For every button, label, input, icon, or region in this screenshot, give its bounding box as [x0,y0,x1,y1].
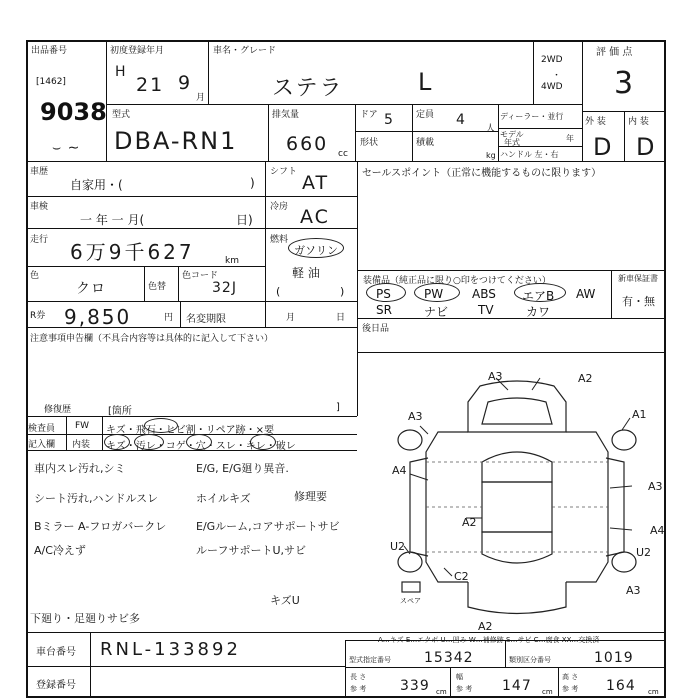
shift-label: シフト [270,167,298,177]
divider [144,266,145,301]
divider [357,270,666,271]
drive-2wd: 2WD [541,55,563,65]
equip-leather: カワ [526,305,551,319]
inspector-label: 検査員 [28,424,56,434]
fuel-paren-right: ) [340,285,345,298]
shape-label: 形状 [360,138,379,148]
check-circle [134,434,164,450]
note-line: A/C冷えず [34,544,86,557]
load-label: 積載 [416,138,435,148]
damage-mark: A4 [650,524,665,537]
interior-label: 内 装 [628,117,649,127]
height-unit: cm [648,688,659,696]
drive-dot: ・ [552,71,562,81]
displacement-unit: cc [338,149,348,159]
damage-mark: A3 [408,410,423,423]
divider [265,161,266,327]
name-change-day: 日 [336,313,346,323]
divider [611,270,612,318]
model-year-label: モデル [500,130,524,139]
dealer-label: ディーラー・並行 [500,112,564,121]
car-name-label: 車名・グレード [213,46,277,56]
capacity-value: 4 [456,112,466,128]
registration-era: H [115,64,127,80]
height-label: 高 さ [562,673,579,681]
shift-value: AT [302,172,330,194]
fuel-gasoline: ガソリン [294,244,338,257]
divider [180,301,181,327]
price-label: R券 [30,311,46,321]
mileage-value: 6万9千627 [70,240,195,264]
fuel-diesel: 軽 油 [292,266,320,280]
divider [355,104,356,161]
note-line: キズU [270,594,300,607]
divider [498,104,499,161]
divider [357,352,666,353]
notes-label: 注意事項申告欄（不具合内容等は具体的に記入して下さい） [30,334,274,344]
displacement-value: 660 [286,133,329,155]
height-value: 164 [606,678,636,694]
damage-mark: A1 [632,408,647,421]
divider [26,266,265,267]
damage-legend: A…キズ E…エクボ U…凹み W…補修跡 S…サビ C…腐食 XX…交換済 [378,636,600,644]
divider [355,131,498,132]
check-circle [186,434,212,450]
divider [102,416,103,450]
car-diagram [370,362,666,630]
damage-mark: A2 [478,620,493,633]
equip-pw: PW [424,287,444,301]
divider [106,104,582,105]
color-code-value: 32J [212,280,237,296]
chassis-label: 車台番号 [36,647,76,658]
damage-mark: A2 [578,372,593,385]
note-line: シート汚れ,ハンドルスレ [34,492,159,505]
interior-items: キズ・汚レ・コゲ・穴・スレ・キレ・破レ [106,441,296,452]
divider [178,266,179,301]
divider [26,161,666,162]
equipment-label: 装備品（純正品に限り○印をつけてください） [363,276,551,286]
repair-history-close: ] [336,402,340,413]
equip-sr: SR [376,303,392,317]
car-grade: L [418,68,432,96]
divider [357,318,666,319]
fw-label: FW [75,421,90,431]
usage-value: 自家用・( [70,178,123,192]
chassis-number: RNL-133892 [100,639,241,660]
price-unit: 円 [164,313,174,323]
capacity-label: 定員 [416,110,435,120]
note-line: ホイルキズ [196,492,251,505]
scribble: ⌣ ∼ [52,140,81,156]
divider [412,104,413,161]
name-change-month: 月 [286,313,296,323]
divider [208,41,209,105]
doors-label: ドア [360,110,378,120]
sales-point-label: セールスポイント（正常に機能するものに限ります） [362,168,602,179]
month-unit: 月 [196,93,206,103]
divider [345,640,346,698]
doors-value: 5 [384,112,394,128]
damage-mark: U2 [636,546,652,559]
type-spec-number: 15342 [424,650,474,666]
divider [582,41,583,161]
divider [624,111,625,161]
fuel-label: 燃料 [270,235,289,245]
inspection-label: 車検 [30,202,49,212]
load-unit: kg [486,151,496,160]
model-label: 型式 [112,110,131,120]
spare-label: スペア [400,597,421,605]
drive-4wd: 4WD [541,82,563,92]
damage-mark: A2 [462,516,477,529]
rating-label: 評 価 点 [596,47,633,58]
class-number: 1019 [594,650,634,666]
equip-abs: ABS [472,287,496,301]
class-number-label: 類別区分番号 [509,656,551,664]
price-value: 9,850 [64,305,132,329]
equip-navi: ナビ [424,305,449,319]
lot-number: 9038 [40,98,107,126]
displacement-label: 排気量 [272,110,300,120]
type-spec-label: 型式指定番号 [349,656,391,664]
damage-mark: A4 [392,464,407,477]
registration-label: 初度登録年月 [110,46,165,56]
damage-mark: A3 [626,584,641,597]
length-label: 長 さ [350,673,367,681]
divider [26,416,357,417]
width-label: 幅 [456,673,463,681]
inspection-value: 一 年 一 月( [80,213,145,227]
color-change-label: 色替 [148,282,167,292]
lot-sub-number: [1462] [36,77,66,87]
check-circle [144,418,178,433]
repair-history-label: 修復歴 [44,405,72,415]
height-reference: 参 考 [562,685,579,693]
length-unit: cm [436,688,447,696]
usage-label: 車歴 [30,167,49,177]
damage-mark: A3 [648,480,663,493]
damage-mark: U2 [390,540,406,553]
ac-label: 冷房 [270,202,289,212]
color-label: 色 [30,271,40,281]
later-items-label: 後日品 [362,324,390,334]
registration-number-label: 登録番号 [36,680,76,691]
lot-number-label: 出品番号 [31,46,68,56]
handle-label: ハンドル 左・右 [500,150,559,159]
length-value: 339 [400,678,430,694]
check-circle [104,434,130,450]
width-unit: cm [542,688,553,696]
repair-history-value: [箇所 [108,406,132,417]
model-year-sub-label: 年式 [504,138,520,147]
divider [26,196,357,197]
note-line: 修理要 [294,490,327,503]
equip-ps: PS [376,287,391,301]
divider [533,41,534,105]
damage-mark: A3 [488,370,503,383]
divider [345,667,666,668]
divider [268,104,269,161]
interior-row-label: 内装 [72,440,91,450]
divider [450,667,451,698]
damage-mark: C2 [454,570,469,583]
check-circle [250,434,276,450]
fw-items: キズ・飛石・ヒビ割・リペア跡・×要 [106,425,274,436]
registration-year: 21 [136,74,165,96]
model-code: DBA-RN1 [114,127,238,155]
inspection-day: 日) [236,213,253,227]
divider [90,632,91,698]
rating-value: 3 [614,66,634,101]
inspector-entry-label: 記入欄 [28,440,56,450]
usage-paren: ) [250,176,255,190]
registration-month: 9 [178,72,193,94]
divider [357,161,358,416]
interior-grade: D [636,133,655,161]
divider [26,301,357,302]
mileage-unit: km [225,256,239,266]
divider [26,632,666,633]
note-line: ルーフサポートU,サビ [196,544,306,557]
divider [66,416,67,450]
exterior-label: 外 装 [585,117,606,127]
divider [558,667,559,698]
note-line: Bミラー A-フロガバークレ [34,520,167,533]
color-code-label: 色コード [182,271,219,281]
fuel-paren-left: ( [276,285,281,298]
mileage-label: 走行 [30,235,49,245]
note-line: E/Gルーム,コアサポートサビ [196,520,340,533]
note-line: E/G, E/G廻り異音. [196,462,289,475]
note-line: 車内スレ汚れ,シミ [34,462,126,475]
capacity-unit: 人 [486,124,496,134]
equip-airbag: エアB [522,289,555,303]
ac-value: AC [300,206,330,228]
warranty-label: 新車保証書 [618,274,658,283]
divider [26,666,345,667]
equip-aw: AW [576,287,596,301]
width-reference: 参 考 [456,685,473,693]
exterior-grade: D [593,133,612,161]
model-year-unit: 年 [566,134,574,143]
note-line: 下廻り・足廻りサビ多 [30,612,140,625]
color-value: クロ [76,281,106,297]
divider [26,228,357,229]
warranty-value: 有・無 [622,295,655,308]
width-value: 147 [502,678,532,694]
length-reference: 参 考 [350,685,367,693]
name-change-label: 名変期限 [186,314,226,325]
car-name: ステラ [272,76,344,101]
equip-tv: TV [478,303,494,317]
